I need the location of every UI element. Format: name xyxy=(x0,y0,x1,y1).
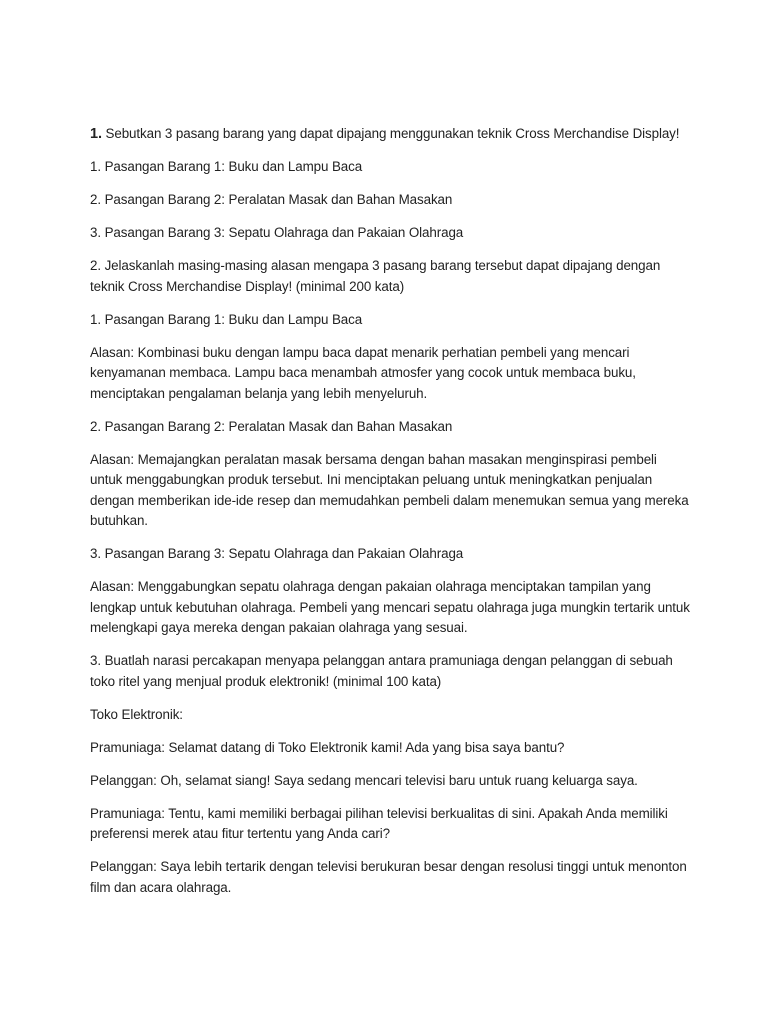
dialogue-line: Pramuniaga: Selamat datang di Toko Elektronik kami! Ada yang bisa saya bantu? xyxy=(90,739,565,755)
answer-1-pair-1: 1. Pasangan Barang 1: Buku dan Lampu Baca xyxy=(90,159,363,174)
question-2: 2. Jelaskanlah masing-masing alasan mengapa 3 pasang barang tersebut dapat dipajang dengan teknik Cross Merchandise Display! (minimal 200 kata) xyxy=(90,258,661,294)
question-1 xyxy=(90,124,690,145)
document-content xyxy=(90,124,690,911)
dialogue-line: Pelanggan: Saya lebih tertarik dengan televisi berukuran besar dengan resolusi tinggi untuk menonton film dan acara olahraga. xyxy=(90,859,687,895)
question-1-text: Sebutkan 3 pasang barang yang dapat dipajang menggunakan teknik Cross Merchandise Display! xyxy=(101,126,680,141)
answer-2-pair-2-reason: Alasan: Memajangkan peralatan masak bersama dengan bahan masakan menginspirasi pembeli untuk menggabungkan produk tersebut. Ini menciptakan peluang untuk meningkatkan penjualan dengan memberikan ide-ide resep dan memudahkan pembeli dalam menemukan semua yang mereka butuhkan. xyxy=(90,451,689,528)
answer-2-pair-3-reason: Alasan: Menggabungkan sepatu olahraga dengan pakaian olahraga menciptakan tampilan yang lengkap untuk kebutuhan olahraga. Pembeli yang mencari sepatu olahraga juga mungkin tertarik untuk melengkapi gaya mereka dengan pakaian olahraga yang sesuai. xyxy=(90,579,690,635)
answer-1-pair-2: 2. Pasangan Barang 2: Peralatan Masak dan Bahan Masakan xyxy=(90,192,453,207)
answer-2-pair-3-heading: 3. Pasangan Barang 3: Sepatu Olahraga dan Pakaian Olahraga xyxy=(90,546,464,561)
dialogue-heading: Toko Elektronik: xyxy=(90,706,183,722)
question-3: 3. Buatlah narasi percakapan menyapa pelanggan antara pramuniaga dengan pelanggan di sebuah toko ritel yang menjual produk elektronik! (minimal 100 kata) xyxy=(90,653,673,689)
answer-2-pair-1-heading: 1. Pasangan Barang 1: Buku dan Lampu Baca xyxy=(90,311,363,327)
answer-2-pair-1-reason: Alasan: Kombinasi buku dengan lampu baca dapat menarik perhatian pembeli yang mencari kenyamanan membaca. Lampu baca menambah atmosfer yang cocok untuk membaca buku, menciptakan pengalaman belanja yang lebih menyeluruh. xyxy=(90,344,636,401)
dialogue-line: Pelanggan: Oh, selamat siang! Saya sedang mencari televisi baru untuk ruang keluarga saya. xyxy=(90,772,638,788)
dialogue-line: Pramuniaga: Tentu, kami memiliki berbagai pilihan televisi berkualitas di sini. Apakah Anda memiliki preferensi merek atau fitur tertentu yang Anda cari? xyxy=(90,805,668,841)
answer-2-pair-2-heading: 2. Pasangan Barang 2: Peralatan Masak dan Bahan Masakan xyxy=(90,418,453,434)
answer-1-pair-3: 3. Pasangan Barang 3: Sepatu Olahraga dan Pakaian Olahraga xyxy=(90,225,464,240)
question-1-number: 1. xyxy=(90,126,102,142)
